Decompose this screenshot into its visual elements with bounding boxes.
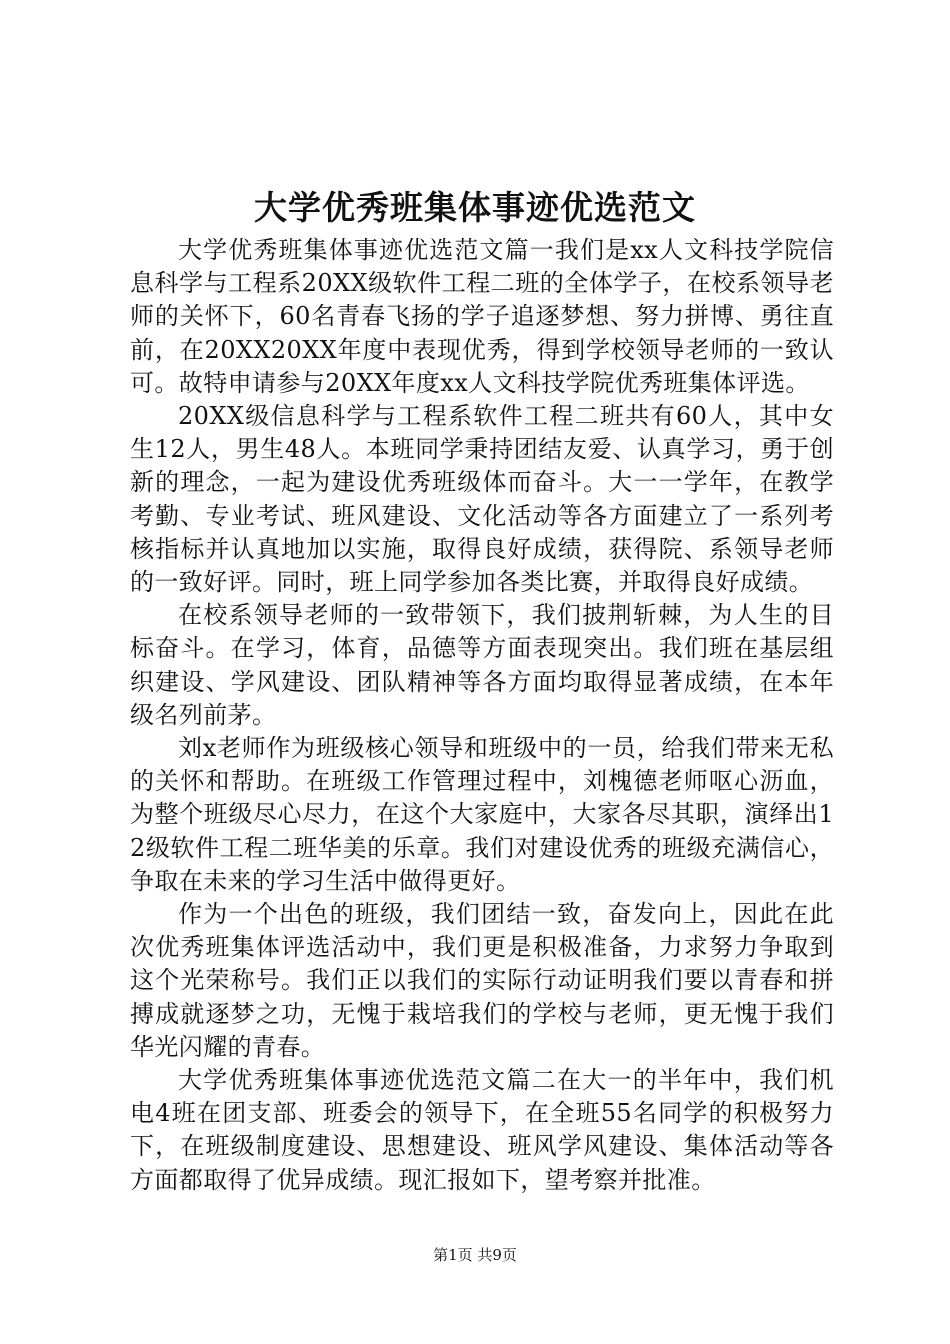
paragraph-4: 刘x老师作为班级核心领导和班级中的一员，给我们带来无私的关怀和帮助。在班级工作管理过程中，刘槐德老师呕心沥血，为整个班级尽心尽力，在这个大家庭中，大家各尽其职，演绎出12级软件工程二班华美的乐章。我们对建设优秀的班级充满信心，争取在未来的学习生活中做得更好。 <box>130 734 834 895</box>
page-number-footer: 第1页 共9页 <box>433 1246 517 1264</box>
document-body <box>130 234 834 1197</box>
document-title: 大学优秀班集体事迹优选范文 <box>254 188 696 227</box>
paragraph-6: 大学优秀班集体事迹优选范文篇二在大一的半年中，我们机电4班在团支部、班委会的领导下，在全班55名同学的积极努力下，在班级制度建设、思想建设、班风学风建设、集体活动等各方面都取得了优异成绩。现汇报如下，望考察并批准。 <box>130 1066 834 1194</box>
paragraph-2: 20XX级信息科学与工程系软件工程二班共有60人，其中女生12人，男生48人。本班同学秉持团结友爱、认真学习，勇于创新的理念，一起为建设优秀班级体而奋斗。大一一学年，在教学考勤、专业考试、班风建设、文化活动等各方面建立了一系列考核指标并认真地加以实施，取得良好成绩，获得院、系领导老师的一致好评。同时，班上同学参加各类比赛，并取得良好成绩。 <box>130 402 834 597</box>
paragraph-5: 作为一个出色的班级，我们团结一致，奋发向上，因此在此次优秀班集体评选活动中，我们更是积极准备，力求努力争取到这个光荣称号。我们正以我们的实际行动证明我们要以青春和拼搏成就逐梦之功，无愧于栽培我们的学校与老师，更无愧于我们华光闪耀的青春。 <box>130 900 834 1061</box>
paragraph-1: 大学优秀班集体事迹优选范文篇一我们是xx人文科技学院信息科学与工程系20XX级软件工程二班的全体学子，在校系领导老师的关怀下，60名青春飞扬的学子追逐梦想、努力拼博、勇往直前，在20XX20XX年度中表现优秀，得到学校领导老师的一致认可。故特申请参与20XX年度xx人文科技学院优秀班集体评选。 <box>130 236 834 397</box>
paragraph-3: 在校系领导老师的一致带领下，我们披荆斩棘，为人生的目标奋斗。在学习，体育，品德等方面表现突出。我们班在基层组织建设、学风建设、团队精神等各方面均取得显著成绩，在本年级名列前茅。 <box>130 601 834 729</box>
